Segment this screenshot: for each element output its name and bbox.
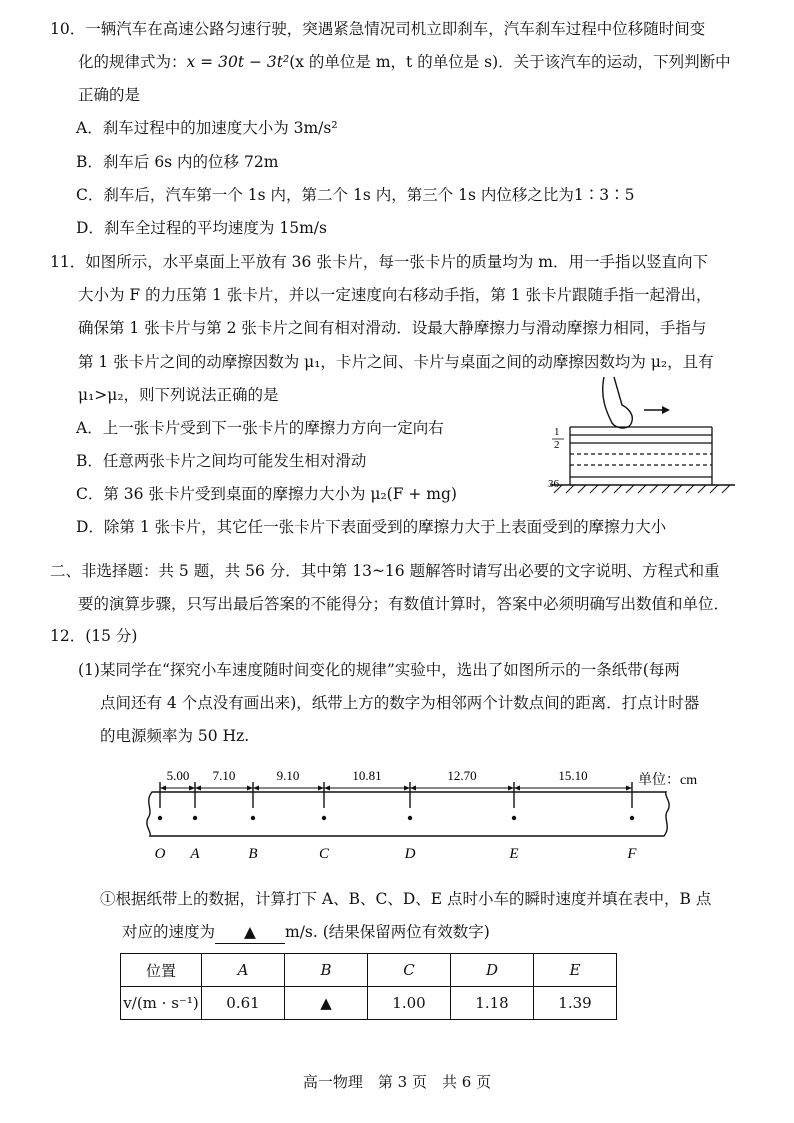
table-col-e: E [534,954,617,987]
page-footer: 高一物理 第 3 页 共 6 页 [302,1073,492,1091]
q11-stem-l4: 第 1 张卡片之间的动摩擦因数为 μ₁，卡片之间、卡片与桌面之间的动摩擦因数均为 μ₂，且有 [78,353,714,371]
q11-line1 [50,251,708,273]
tape-distance-oa: 5.00 [166,768,190,783]
q12-header: 12．(15 分) [50,627,138,645]
tape-point-d: D [404,846,416,862]
q11-option-c: C．第 36 张卡片受到桌面的摩擦力大小为 μ₂(F + mg) [76,485,457,503]
card-label-1: 1 [554,426,560,438]
tape-point-e: E [509,846,519,862]
q12-sub1-line1: ①根据纸带上的数据，计算打下 A、B、C、D、E 点时小车的瞬时速度并填在表中，B 点 [100,890,712,908]
q12-part1-l3: 的电源频率为 50 Hz. [100,727,250,745]
table-cell-c: 1.00 [368,987,451,1020]
q12-part1-l2: 点间还有 4 个点没有画出来)，纸带上方的数字为相邻两个计数点间的距离．打点计时器 [100,694,700,712]
table-cell-d: 1.18 [451,987,534,1020]
table-header-position: 位置 [121,954,202,987]
answer-blank[interactable]: ▲ [215,921,285,944]
tape-distance-cd: 10.81 [352,768,382,783]
table-col-d: D [451,954,534,987]
cards-figure [540,375,740,495]
q10-option-d: D．刹车全过程的平均速度为 15m/s [76,219,327,237]
section2-line2: 要的演算步骤，只写出最后答案的不能得分；有数值计算时，答案中必须明确写出数值和单位． [78,595,730,613]
table-row [121,954,617,987]
q12-sub1-text-a: 对应的速度为 [122,923,216,941]
tape-point-c: C [318,846,330,862]
table-col-b: B [285,954,368,987]
q10-number: 10． [50,20,86,38]
q12-part1-l1: (1)某同学在“探究小车速度随时间变化的规律”实验中，选出了如图所示的一条纸带(每两 [78,661,680,679]
tape-distance-de: 12.70 [447,768,477,783]
q10-line2 [78,51,731,73]
q10-stem-l1: 一辆汽车在高速公路匀速行驶，突遇紧急情况司机立即刹车，汽车刹车过程中位移随时间变 [85,20,706,38]
tape-distance-bc: 9.10 [276,768,300,783]
tape-point-a: A [190,846,200,862]
q10-line1 [50,18,705,40]
paper-tape-figure [140,760,700,870]
q11-stem-l2: 大小为 F 的力压第 1 张卡片，并以一定速度向右移动手指，第 1 张卡片跟随手指一起滑出， [78,286,712,304]
q10-option-b: B．刹车后 6s 内的位移 72m [76,153,279,171]
tape-distance-ef: 15.10 [558,768,588,783]
q10-formula: x = 30t − 3t² [186,53,290,71]
q12-sub1-line2 [122,921,490,944]
table-col-a: A [202,954,285,987]
tape-point-f: F [627,846,637,862]
card-label-2: 2 [554,439,560,451]
velocity-table [120,953,617,1020]
q10-option-c: C．刹车后，汽车第一个 1s 内，第二个 1s 内，第三个 1s 内位移之比为1∶3∶5 [76,186,635,204]
section2-line1: 二、非选择题：共 5 题，共 56 分．其中第 13~16 题解答时请写出必要的文字说明、方程式和重 [50,562,720,580]
q12-sub1-text-b: m/s. (结果保留两位有效数字) [285,923,490,941]
q11-option-d: D．除第 1 张卡片，其它任一张卡片下表面受到的摩擦力大于上表面受到的摩擦力大小 [76,518,667,536]
tape-point-o: O [154,846,166,862]
table-cell-e: 1.39 [534,987,617,1020]
q11-option-b: B．任意两张卡片之间均可能发生相对滑动 [76,452,367,470]
q10-line3: 正确的是 [78,86,141,104]
q11-stem-l1: 如图所示，水平桌面上平放有 36 张卡片，每一张卡片的质量均为 m．用一手指以竖直向下 [85,253,708,271]
table-header-velocity: v/(m · s⁻¹) [121,987,202,1020]
table-col-c: C [368,954,451,987]
q11-stem-l3: 确保第 1 张卡片与第 2 张卡片之间有相对滑动．设最大静摩擦力与滑动摩擦力相同，手指与 [78,319,707,337]
tape-distance-ab: 7.10 [212,768,236,783]
q10-option-a: A．刹车过程中的加速度大小为 3m/s² [76,119,338,137]
table-cell-a: 0.61 [202,987,285,1020]
finger-icon [603,377,633,428]
card-label-36: 36 [548,478,559,490]
tape-point-b: B [248,846,258,862]
q10-stem-l2a: 化的规律式为： [78,53,187,71]
table-row [121,987,617,1020]
q11-option-a: A．上一张卡片受到下一张卡片的摩擦力方向一定向右 [76,419,444,437]
tape-unit: 单位：cm [638,773,698,788]
table-cell-b[interactable]: ▲ [285,987,368,1020]
q11-number: 11． [50,253,86,271]
q10-stem-l2b: (x 的单位是 m，t 的单位是 s)．关于该汽车的运动，下列判断中 [289,53,731,71]
q11-stem-l5: μ₁>μ₂，则下列说法正确的是 [78,386,279,404]
